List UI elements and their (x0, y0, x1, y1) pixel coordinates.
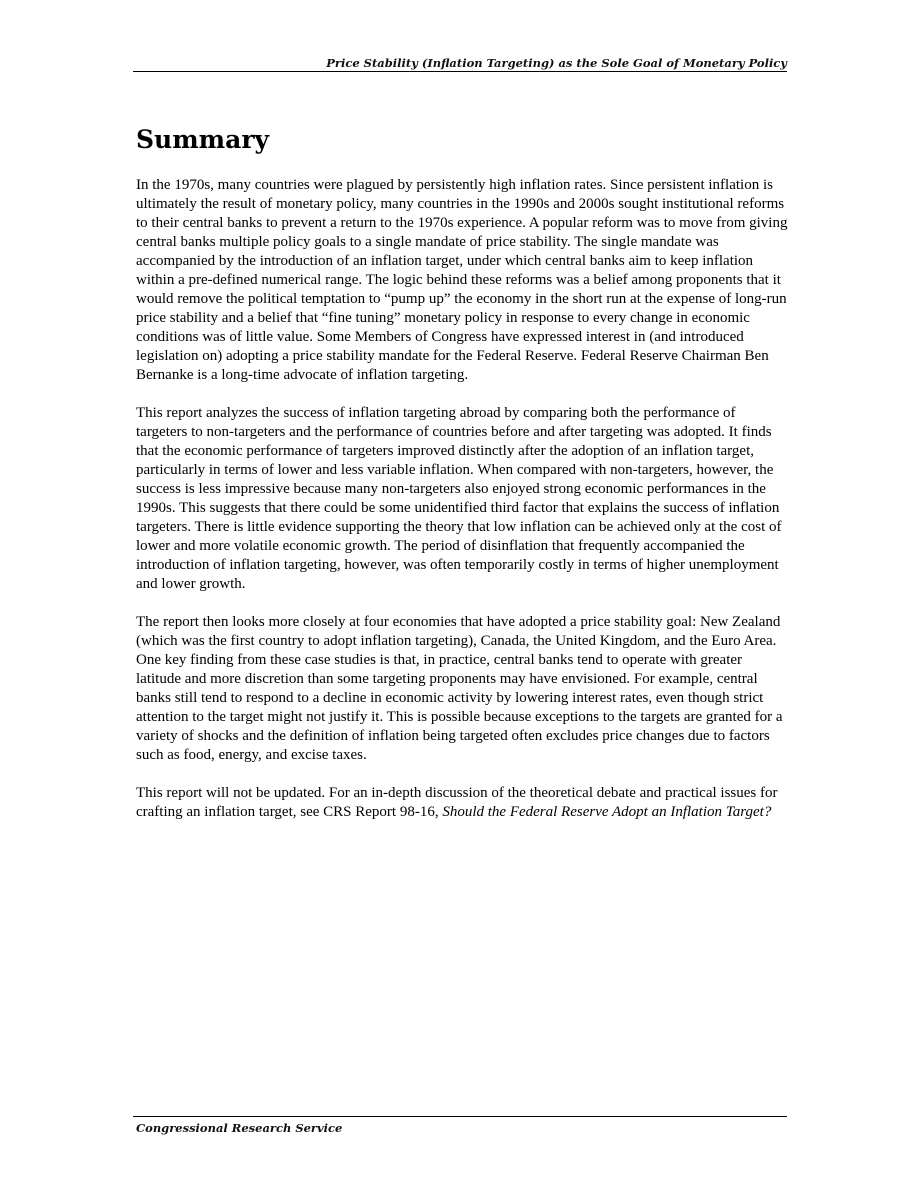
footer-rule (133, 1116, 787, 1117)
cited-report-title: Should the Federal Reserve Adopt an Inflation Target? (442, 804, 772, 820)
summary-body (136, 176, 788, 822)
paragraph-4-text: This report will not be updated. For an in-depth discussion of the theoretical debate and practical issues for crafting an inflation target, see CRS Report 98-16, (136, 785, 778, 820)
page-title: Summary (136, 125, 270, 154)
paragraph-3: The report then looks more closely at four economies that have adopted a price stability goal: New Zealand (which was the first country to adopt inflation targeting), Canada, the United Kingdom, and the Euro Area. One key finding from these case studies is that, in practice, central banks tend to operate with greater latitude and more discretion than some targeting proponents may have envisioned. For example, central banks still tend to respond to a decline in economic activity by lowering interest rates, even though strict attention to the target might not justify it. This is possible because exceptions to the targets are granted for a variety of shocks and the definition of inflation being targeted often excludes price changes due to factors such as food, energy, and excise taxes. (136, 614, 783, 763)
paragraph-4 (136, 784, 788, 822)
running-header: Price Stability (Inflation Targeting) as the Sole Goal of Monetary Policy (326, 56, 787, 70)
paragraph-1: In the 1970s, many countries were plagued by persistently high inflation rates. Since persistent inflation is ultimately the result of monetary policy, many countries in the 1990s and 2000s sought institutional reforms to their central banks to prevent a return to the 1970s experience. A popular reform was to move from giving central banks multiple policy goals to a single mandate of price stability. The single mandate was accompanied by the introduction of an inflation target, under which central banks aim to keep inflation within a pre-defined numerical range. The logic behind these reforms was a belief among proponents that it would remove the political temptation to “pump up” the economy in the short run at the expense of long-run price stability and a belief that “fine tuning” monetary policy in response to every change in economic conditions was of little value. Some Members of Congress have expressed interest in (and introduced legislation on) adopting a price stability mandate for the Federal Reserve. Federal Reserve Chairman Ben Bernanke is a long-time advocate of inflation targeting. (136, 177, 788, 383)
header-rule (133, 71, 787, 72)
footer-organization: Congressional Research Service (136, 1121, 343, 1135)
paragraph-2: This report analyzes the success of inflation targeting abroad by comparing both the performance of targeters to non-targeters and the performance of countries before and after targeting was adopted. It finds that the economic performance of targeters improved distinctly after the adoption of an inflation target, particularly in terms of lower and less variable inflation. When compared with non-targeters, however, the success is less impressive because many non-targeters also enjoyed strong economic performances in the 1990s. This suggests that there could be some unidentified third factor that explains the success of inflation targeters. There is little evidence supporting the theory that low inflation can be achieved only at the cost of lower and more volatile economic growth. The period of disinflation that frequently accompanied the introduction of inflation targeting, however, was often temporarily costly in terms of higher unemployment and lower growth. (136, 405, 782, 592)
